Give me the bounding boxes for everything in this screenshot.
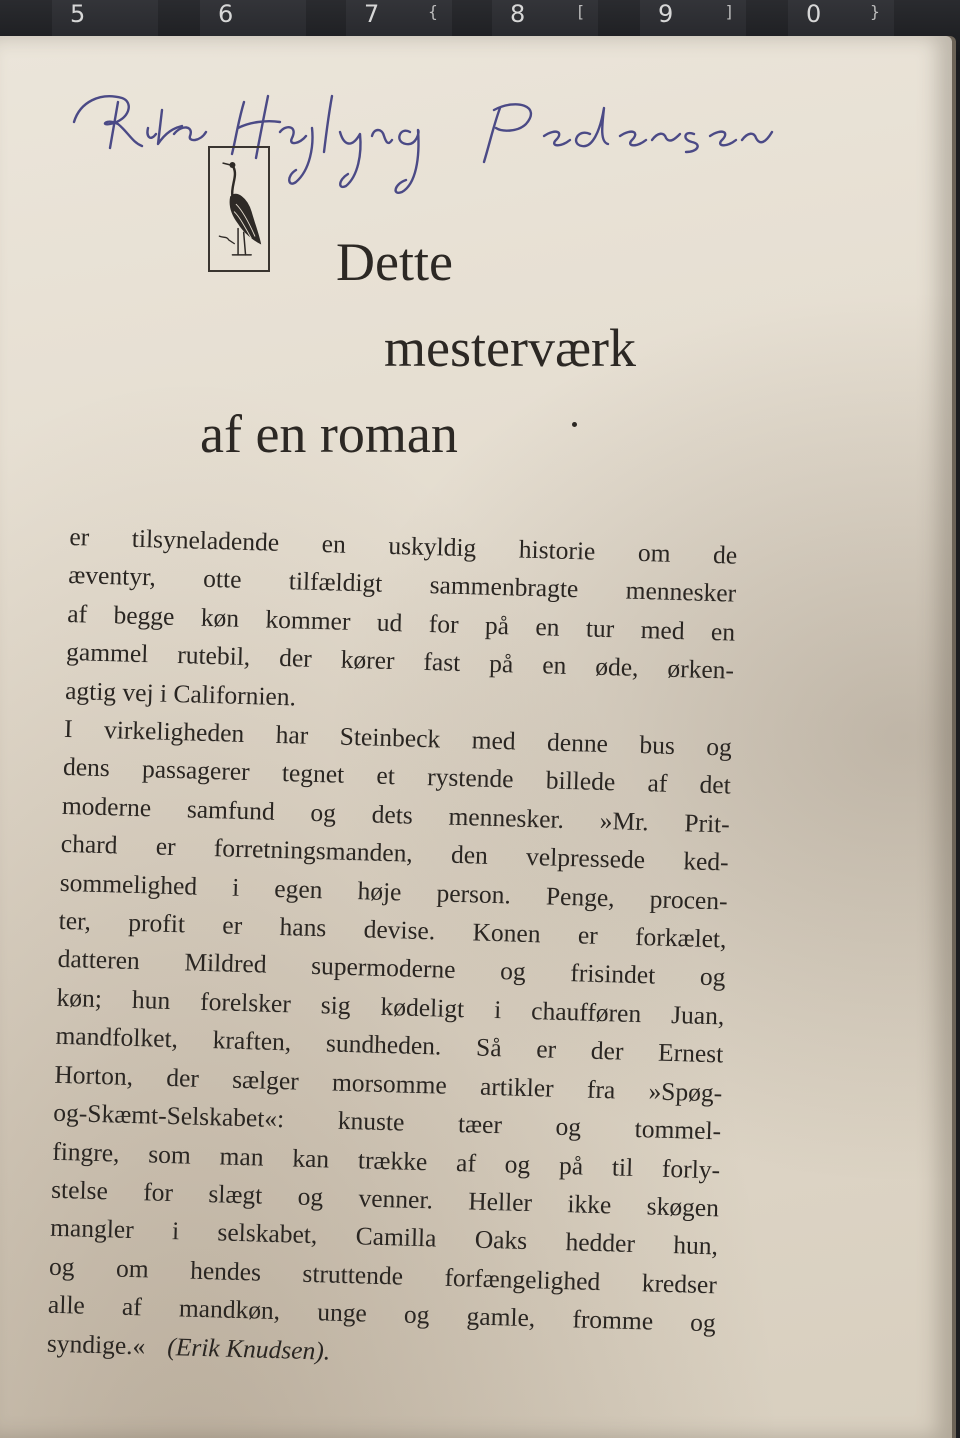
ink-dot <box>572 422 577 427</box>
headline-line-3: af en roman <box>200 404 458 464</box>
blurb-line: Horton, der sælger morsomme artikler fra »Spøg- <box>54 1059 723 1108</box>
key-label: 0 <box>806 0 822 28</box>
citation-author: (Erik Knudsen). <box>166 1331 331 1366</box>
blurb-line: er tilsyneladende en uskyldig historie om de <box>69 521 738 570</box>
blurb-line: fingre, som man kan trække af og på til forly- <box>51 1136 721 1184</box>
blurb-line: mandfolket, kraften, sundheden. Så er der Ernest <box>55 1021 724 1069</box>
closing-text: syndige.« <box>46 1328 146 1360</box>
logo-illustration <box>210 148 268 270</box>
key-label: 5 <box>70 0 86 28</box>
key-secondary-label: ] <box>725 2 732 21</box>
blurb-line: og om hendes struttende forfængelighed kredser <box>48 1251 718 1300</box>
key-secondary-label: [ <box>577 2 584 21</box>
blurb-line: ter, profit er hans devise. Konen er forkælet, <box>58 905 727 954</box>
blurb-line: datteren Mildred supermoderne og frisindet og <box>57 944 726 992</box>
heron-bird-icon <box>208 146 270 272</box>
blurb-line: stelse for slægt og venner. Heller ikke skøgen <box>50 1174 720 1223</box>
blurb-line: køn; hun forelsker sig kødeligt i chaufføren Juan, <box>56 982 725 1031</box>
blurb-line: moderne samfund og dets mennesker. »Mr. Prit- <box>61 790 731 839</box>
blurb-line: og-Skæmt-Selskabet«: knuste tæer og tommel- <box>52 1097 722 1146</box>
blurb-line: sommelighed i egen høje person. Penge, procen- <box>59 867 728 916</box>
blurb-paragraph <box>46 518 737 1381</box>
blurb-line: agtig vej i Californien. <box>64 675 297 711</box>
headline-line-2: mesterværk <box>384 318 636 378</box>
blurb-line: af begge køn kommer ud for på en tur med en <box>66 598 736 647</box>
key-label: 7 <box>364 0 380 28</box>
key-secondary-label: { <box>427 2 438 21</box>
blurb-line: gammel rutebil, der kører fast på en øde, ørken- <box>65 637 735 685</box>
key-label: 9 <box>658 0 674 28</box>
blurb-line: chard er forretningsmanden, den velpressede ked- <box>60 829 730 877</box>
book-page <box>0 36 952 1438</box>
key-label: 8 <box>510 0 526 28</box>
headline-line-1: Dette <box>336 232 453 292</box>
blurb-line: æventyr, otte tilfældigt sammenbragte mennesker <box>68 560 737 609</box>
handwritten-signature <box>70 62 790 202</box>
blurb-line: I virkeligheden har Steinbeck med denne bus og <box>63 713 733 762</box>
blurb-line: mangler i selskabet, Camilla Oaks hedder hun, <box>49 1213 719 1261</box>
blurb-line: alle af mandkøn, unge og gamle, fromme og <box>47 1289 717 1338</box>
key-secondary-label: } <box>869 2 880 21</box>
key-label: 6 <box>218 0 234 28</box>
blurb-line: dens passagerer tegnet et rystende billede af det <box>62 752 732 800</box>
